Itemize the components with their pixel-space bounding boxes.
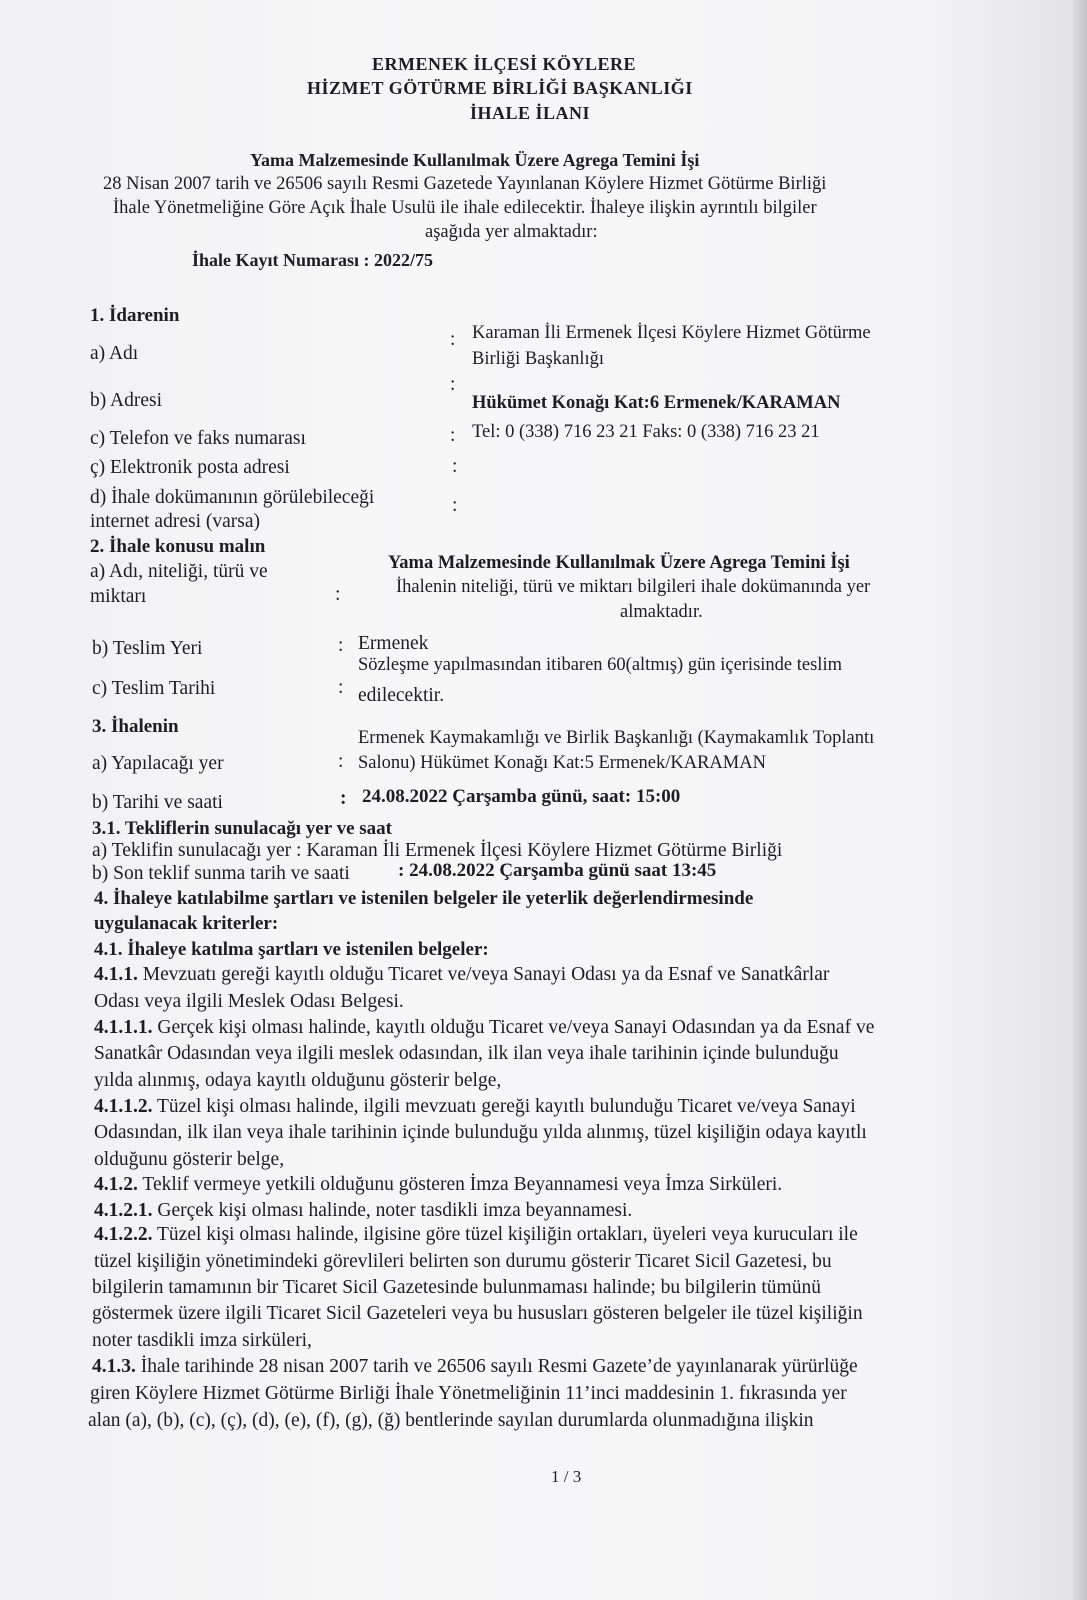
- intro-line-1: 28 Nisan 2007 tarih ve 26506 sayılı Resmi Gazetede Yayınlanan Köylere Hizmet Götürme Birliği: [103, 174, 827, 194]
- clause-text: tüzel kişiliğin yönetimindeki görevlileri belirten son durumu gösterir Ticaret Sicil Gazetesi, bu: [94, 1251, 832, 1272]
- section-4-title-1: 4. İhaleye katılabilme şartları ve istenilen belgeler ile yeterlik değerlendirmesinde: [94, 888, 754, 909]
- clause-number: 4.1.2.: [94, 1174, 138, 1195]
- s2-c-value-1: Sözleşme yapılmasından itibaren 60(altmış) gün içerisinde teslim: [358, 655, 842, 675]
- s1-c-colon: :: [450, 425, 456, 446]
- s1-d-label-2: internet adresi (varsa): [90, 511, 260, 532]
- s3-b-label: b) Tarihi ve saati: [92, 792, 223, 813]
- section-4-line: [94, 1121, 867, 1145]
- section-4-line: [94, 1250, 832, 1274]
- s2-a-label-1: a) Adı, niteliği, türü ve: [90, 561, 268, 582]
- section-4-line: [92, 1276, 821, 1300]
- clause-number: 4.1.3.: [92, 1356, 136, 1377]
- clause-text: Gerçek kişi olması halinde, kayıtlı olduğu Ticaret ve/veya Sanayi Odasından ya da Esnaf ve: [152, 1017, 875, 1038]
- clause-text: bilgilerin tamamının bir Ticaret Sicil Gazetesinde bulunmaması halinde; bu bilgilerin tümünü: [92, 1277, 821, 1298]
- s3-b-colon: :: [340, 788, 347, 809]
- section-3-title: 3. İhalenin: [92, 716, 179, 737]
- section-4-line: [94, 1042, 839, 1066]
- clause-text: Gerçek kişi olması halinde, noter tasdikli imza beyannamesi.: [152, 1200, 633, 1221]
- s2-a-label-2: miktarı: [90, 586, 147, 607]
- clause-number: 4.1.2.2.: [94, 1224, 153, 1245]
- s2-b-colon: :: [338, 635, 344, 656]
- s3-b-value: 24.08.2022 Çarşamba günü, saat: 15:00: [362, 786, 681, 807]
- clause-number: 4.1.1.2.: [94, 1096, 153, 1117]
- clause-text: Tüzel kişi olması halinde, ilgili mevzuatı gereği kayıtlı bulunduğu Ticaret ve/veya Sanayi: [152, 1096, 856, 1117]
- section-4-line: [92, 1329, 312, 1353]
- s1-b-label: b) Adresi: [90, 390, 163, 411]
- header-line-3: İHALE İLANI: [470, 103, 591, 123]
- section-4-1-title: 4.1. İhaleye katılma şartları ve istenilen belgeler:: [94, 939, 489, 960]
- section-4-line: [94, 1223, 858, 1247]
- s1-d-label-1: d) İhale dokümanının görülebileceği: [90, 487, 375, 508]
- ihale-kayit-numarasi: İhale Kayıt Numarası : 2022/75: [192, 250, 433, 270]
- section-2-title: 2. İhale konusu malın: [90, 536, 266, 557]
- s2-b-value: Ermenek: [358, 633, 429, 654]
- clause-text: Odasından, ilk ilan veya ihale tarihinin içinde bulunduğu yılda alınmış, tüzel kişiliğin odaya kayıtlı: [94, 1122, 867, 1143]
- page-edge: [1073, 0, 1087, 1600]
- section-4-line: [94, 1173, 782, 1197]
- clause-text: alan (a), (b), (c), (ç), (d), (e), (f), (g), (ğ) bentlerinde sayılan durumlarda olunmadığına ilişkin: [88, 1410, 814, 1431]
- s1-b-colon: :: [450, 374, 456, 395]
- clause-text: giren Köylere Hizmet Götürme Birliği İhale Yönetmeliğinin 11’inci maddesinin 1. fıkrasında yer: [90, 1383, 847, 1404]
- s31-b-label: b) Son teklif sunma tarih ve saati: [92, 863, 350, 884]
- section-4-line: [94, 1199, 632, 1223]
- intro-line-2: İhale Yönetmeliğine Göre Açık İhale Usulü ile ihale edilecektir. İhaleye ilişkin ayrıntılı bilgiler: [113, 198, 817, 218]
- subject-title: Yama Malzemesinde Kullanılmak Üzere Agrega Temini İşi: [250, 150, 700, 170]
- s1-d-colon: :: [452, 495, 458, 516]
- section-4-line: [94, 990, 404, 1014]
- s3-a-colon: :: [338, 751, 344, 772]
- s1-a-value-2: Birliği Başkanlığı: [472, 349, 605, 369]
- section-4-line: [88, 1409, 814, 1433]
- section-4-line: [94, 1095, 856, 1119]
- clause-text: Teklif vermeye yetkili olduğunu gösteren İmza Beyannamesi veya İmza Sirküleri.: [137, 1174, 783, 1195]
- clause-text: yılda alınmış, odaya kayıtlı olduğunu gösterir belge,: [94, 1070, 502, 1091]
- section-4-line: [90, 1382, 847, 1406]
- section-4-title-2: uygulanacak kriterler:: [94, 913, 279, 934]
- clause-text: Sanatkâr Odasından veya ilgili meslek odasından, ilk ilan veya ihale tarihinin içinde bulunduğu: [94, 1043, 839, 1064]
- s1-c-value: Tel: 0 (338) 716 23 21 Faks: 0 (338) 716 23 21: [472, 422, 820, 442]
- s2-a-value-3: almaktadır.: [620, 602, 703, 622]
- s3-a-value-2: Salonu) Hükümet Konağı Kat:5 Ermenek/KARAMAN: [358, 753, 766, 773]
- section-1-title: 1. İdarenin: [90, 305, 180, 326]
- clause-text: olduğunu gösterir belge,: [94, 1149, 285, 1170]
- header-line-2: HİZMET GÖTÜRME BİRLİĞİ BAŞKANLIĞI: [307, 78, 693, 98]
- s2-b-label: b) Teslim Yeri: [92, 638, 203, 659]
- s2-c-colon: :: [338, 677, 344, 698]
- section-4-line: [94, 1069, 501, 1093]
- s1-b-value: Hükümet Konağı Kat:6 Ermenek/KARAMAN: [472, 393, 841, 413]
- s2-a-colon: :: [335, 584, 341, 605]
- s1-cc-label: ç) Elektronik posta adresi: [90, 457, 290, 478]
- clause-text: Odası veya ilgili Meslek Odası Belgesi.: [94, 991, 404, 1012]
- s2-c-value-2: edilecektir.: [358, 685, 445, 706]
- s2-c-label: c) Teslim Tarihi: [92, 678, 216, 699]
- clause-number: 4.1.1.: [94, 964, 138, 985]
- s3-a-value-1: Ermenek Kaymakamlığı ve Birlik Başkanlığı (Kaymakamlık Toplantı: [358, 728, 875, 748]
- s1-a-label: a) Adı: [90, 343, 139, 364]
- clause-text: göstermek üzere ilgili Ticaret Sicil Gazeteleri veya bu hususları gösteren belgeler ile tüzel kişiliğin: [92, 1303, 863, 1324]
- s2-a-value-2: İhalenin niteliği, türü ve miktarı bilgileri ihale dokümanında yer: [396, 577, 871, 597]
- clause-text: İhale tarihinde 28 nisan 2007 tarih ve 26506 sayılı Resmi Gazete’de yayınlanarak yürürlüğe: [135, 1356, 858, 1377]
- s2-a-value-1: Yama Malzemesinde Kullanılmak Üzere Agrega Temini İşi: [388, 553, 850, 573]
- intro-line-3: aşağıda yer almaktadır:: [425, 222, 598, 242]
- page-number: 1 / 3: [551, 1467, 582, 1486]
- section-4-line: [92, 1302, 863, 1326]
- s1-c-label: c) Telefon ve faks numarası: [90, 428, 306, 449]
- s31-b-value: : 24.08.2022 Çarşamba günü saat 13:45: [398, 860, 717, 881]
- clause-text: Mevzuatı gereği kayıtlı olduğu Ticaret ve/veya Sanayi Odası ya da Esnaf ve Sanatkârlar: [137, 964, 830, 985]
- header-line-1: ERMENEK İLÇESİ KÖYLERE: [372, 54, 637, 74]
- clause-text: noter tasdikli imza sirküleri,: [92, 1330, 312, 1351]
- s1-a-colon: :: [450, 329, 456, 350]
- s3-a-label: a) Yapılacağı yer: [92, 753, 224, 774]
- clause-text: Tüzel kişi olması halinde, ilgisine göre tüzel kişiliğin ortakları, üyeleri veya kurucuları ile: [152, 1224, 858, 1245]
- s31-a: a) Teklifin sunulacağı yer : Karaman İli Ermenek İlçesi Köylere Hizmet Götürme Birliği: [92, 840, 783, 861]
- s1-cc-colon: :: [452, 456, 458, 477]
- s1-a-value-1: Karaman İli Ermenek İlçesi Köylere Hizmet Götürme: [472, 323, 871, 343]
- clause-number: 4.1.1.1.: [94, 1017, 153, 1038]
- section-4-line: [94, 963, 829, 987]
- clause-number: 4.1.2.1.: [94, 1200, 153, 1221]
- section-4-line: [94, 1148, 284, 1172]
- section-3-1-title: 3.1. Tekliflerin sunulacağı yer ve saat: [92, 818, 392, 839]
- section-4-line: [94, 1016, 874, 1040]
- section-4-line: [92, 1355, 858, 1379]
